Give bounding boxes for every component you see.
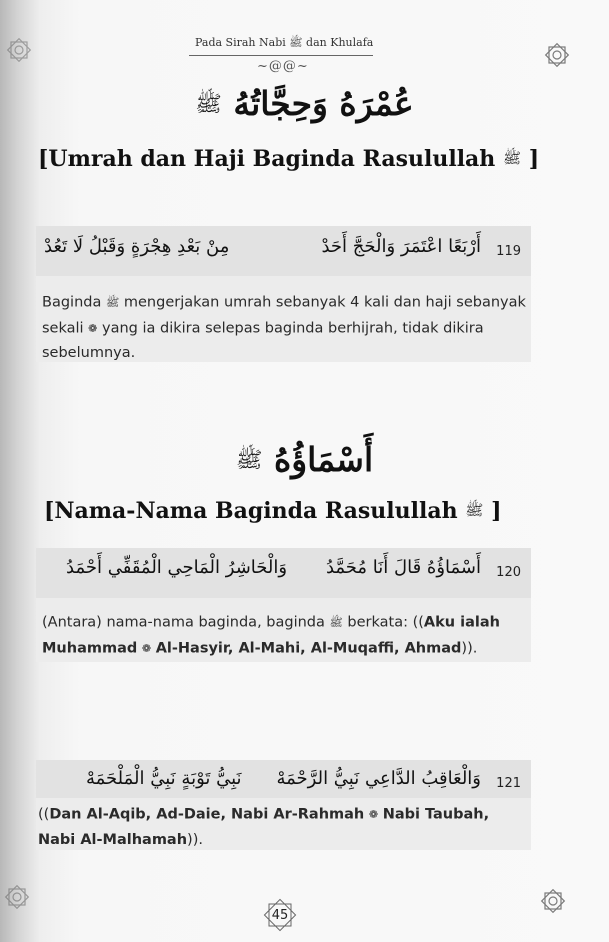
section-arabic-title [0, 440, 609, 479]
verse-number: 119 [496, 244, 521, 259]
arabic-verse-left: وَالْحَاشِرُ الْمَاحِي الْمُقَفِّي أَحْمَدُ [66, 557, 288, 578]
arabic-verse-right: أَرْبَعًا اعْتَمَرَ وَالْحَجَّ أَحَدْ [321, 236, 481, 257]
section-title-text: [Umrah dan Haji Baginda Rasulullah [38, 146, 496, 172]
translation-text: (( [38, 806, 50, 823]
translation-text: (Antara) nama-nama baginda, baginda [42, 614, 325, 631]
corner-ornament-icon [2, 33, 36, 67]
translation-text: )). [461, 640, 478, 656]
section-arabic-title [0, 84, 609, 123]
translation-text: Baginda [42, 294, 102, 311]
translation-text: berkata: (( [347, 614, 424, 631]
translation-text: mengerjakan umrah sebanyak 4 kali dan haji sebanyak sekali [42, 294, 526, 336]
arabic-verse-left: نَبِيُّ تَوْبَةٍ نَبِيُّ الْمَلْحَمَهْ [86, 768, 242, 789]
translation-bold-text: Dan Al-Aqib, Ad-Daie, Nabi Ar-Rahmah [49, 806, 365, 823]
verse-number: 120 [496, 565, 521, 580]
translation [38, 802, 523, 853]
translation [42, 610, 527, 661]
arabic-title-text: عُمْرَهُ وَحِجَّاتُهُ [233, 84, 414, 123]
page-number-badge [262, 897, 298, 933]
separator-icon: ❁ [88, 321, 98, 335]
verse-block-121 [36, 760, 531, 850]
header-flourish: ~@@~ [257, 59, 309, 74]
arabic-title-text: أَسْمَاؤُهُ [273, 440, 374, 479]
honorific-icon: ﷺ [195, 92, 222, 117]
verse-block-120 [36, 548, 531, 662]
corner-ornament-icon [540, 38, 574, 72]
section-title [38, 146, 539, 172]
honorific-icon: ﷺ [235, 448, 263, 473]
translation [42, 290, 527, 366]
corner-ornament-icon [536, 884, 570, 918]
arabic-verse-left: مِنْ بَعْدِ هِجْرَةٍ وَقَبْلُ لَا تَعُدْ [44, 236, 230, 257]
translation-bold-text: Aku ialah Muhammad [42, 614, 500, 656]
section-title-close: ] [491, 498, 502, 524]
running-header [195, 36, 374, 52]
verse-number: 121 [496, 776, 521, 791]
section-title [44, 498, 502, 524]
arabic-verse-right: وَالْعَاقِبُ الدَّاعِي نَبِيُّ الرَّحْمَهْ [276, 768, 481, 789]
corner-ornament-icon [0, 880, 34, 914]
page-number: 45 [271, 907, 289, 923]
running-header-title: Pada Sirah Nabi ﷺ dan Khulafa [195, 36, 374, 49]
header-rule [189, 55, 373, 56]
section-title-close: ] [528, 146, 540, 172]
arabic-verse-right: أَسْمَاؤُهُ قَالَ أَنَا مُحَمَّدُ [325, 557, 481, 578]
translation-bold-text: Al-Hasyir, Al-Mahi, Al-Muqaffi, Ahmad [155, 640, 462, 656]
verse-block-119 [36, 226, 531, 362]
translation-text: yang ia dikira selepas baginda berhijrah, tidak dikira sebelumnya. [42, 320, 484, 361]
separator-icon: ❁ [141, 641, 152, 655]
honorific-icon: ﷺ [329, 616, 343, 629]
honorific-icon: ﷺ [105, 296, 120, 309]
section-title-text: [Nama-Nama Baginda Rasulullah [44, 498, 458, 524]
translation-text: )). [187, 831, 203, 848]
honorific-icon: ﷺ [465, 501, 484, 519]
separator-icon: ❁ [368, 808, 379, 821]
honorific-icon: ﷺ [502, 149, 522, 167]
translation-bold-text: Nabi Taubah, Nabi Al-Malhamah [38, 806, 490, 848]
